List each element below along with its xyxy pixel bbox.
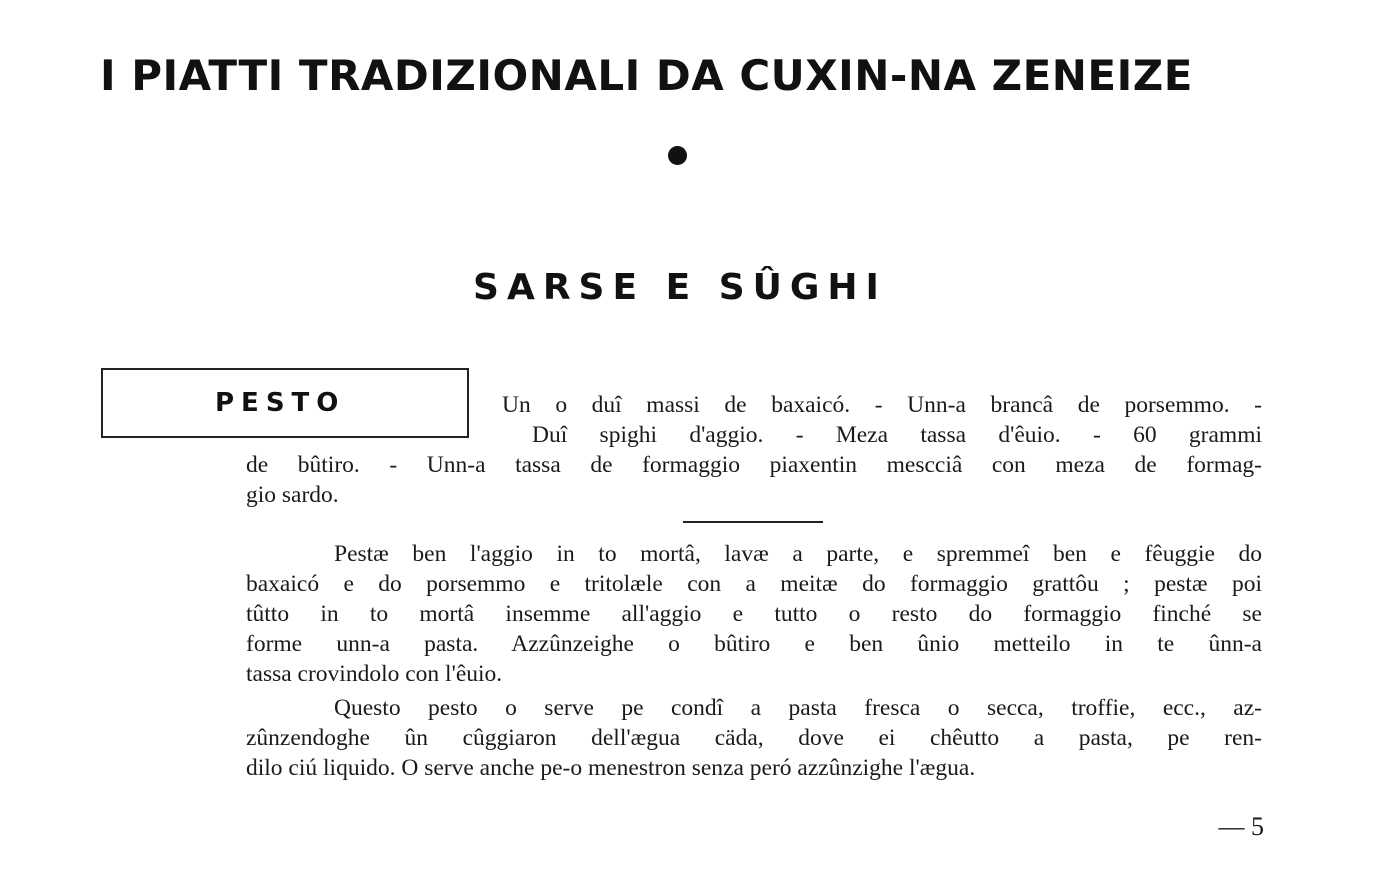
paragraph-line: Pestæ ben l'aggio in to mortâ, lavæ a parte, e spremmeî ben e fêuggie do <box>334 541 1262 567</box>
paragraph-line: forme unn-a pasta. Azzûnzeighe o bûtiro e ben ûnio metteilo in te ûnn-a <box>246 631 1262 657</box>
paragraph-line: Questo pesto o serve pe condî a pasta fresca o secca, troffie, ecc., az- <box>334 695 1262 721</box>
paragraph-line: baxaicó e do porsemmo e tritolæle con a meitæ do formaggio grattôu ; pestæ poi <box>246 571 1262 597</box>
paragraph-line: tûtto in to mortâ insemme all'aggio e tutto o resto do formaggio finché se <box>246 601 1262 627</box>
ingredients-line: gio sardo. <box>246 482 339 508</box>
ingredients-line: Un o duî massi de baxaicó. - Unn-a brancâ de porsemmo. - <box>502 392 1262 418</box>
recipe-name: PESTO <box>215 388 346 418</box>
paragraph-line: zûnzendoghe ûn cûggiaron dell'ægua cäda, dove ei chêutto a pasta, pe ren- <box>246 725 1262 751</box>
page-title: I PIATTI TRADIZIONALI DA CUXIN-NA ZENEIZE <box>100 51 1193 100</box>
bullet-ornament <box>668 146 687 165</box>
paragraph-line: tassa crovindolo con l'êuio. <box>246 661 503 687</box>
ingredients-line: Duî spighi d'aggio. - Meza tassa d'êuio. - 60 grammi <box>532 422 1262 448</box>
recipe-instructions <box>246 539 1262 783</box>
paragraph-line: dilo ciú liquido. O serve anche pe-o menestron senza peró azzûnzighe l'ægua. <box>246 755 976 781</box>
page-number: — 5 <box>1218 812 1264 841</box>
ingredients-list <box>246 390 1262 510</box>
ingredients-line: de bûtiro. - Unn-a tassa de formaggio piaxentin mescciâ con meza de formag- <box>246 452 1262 478</box>
section-title: SARSE E SÛGHI <box>473 267 887 308</box>
separator-rule <box>683 521 823 523</box>
